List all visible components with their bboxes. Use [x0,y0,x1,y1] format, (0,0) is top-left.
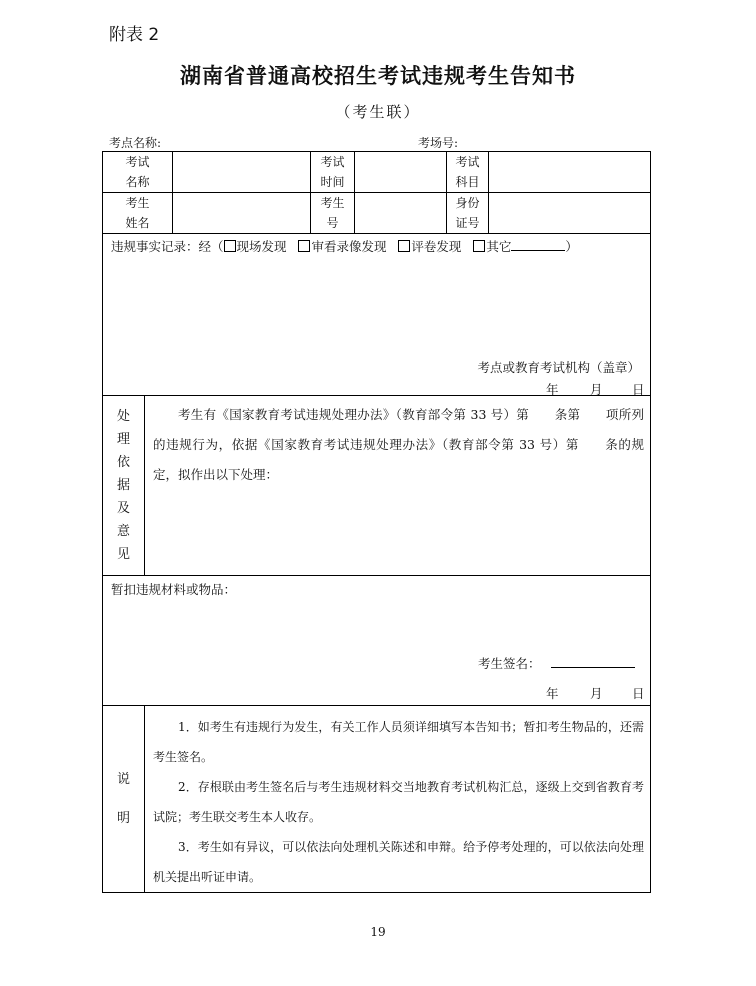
other-blank-line[interactable] [511,240,565,251]
page-subtitle: （考生联） [335,103,421,121]
student-number-field[interactable] [355,193,447,234]
seized-items-section [103,576,651,706]
appendix-label: 附表 2 [109,25,160,45]
option-onsite-label: 现场发现 [236,239,287,254]
id-number-label: 身份 证号 [447,193,489,234]
stamp-label: 考点或教育考试机构（盖章） [477,360,641,375]
id-number-field[interactable] [489,193,651,234]
page-title: 湖南省普通高校招生考试违规考生告知书 [180,63,576,88]
exam-subject-field[interactable] [489,152,651,193]
seized-day: 日 [632,686,645,701]
checkbox-video-review[interactable] [298,240,310,252]
page-number: 19 [370,925,386,939]
exam-name-label: 考试 名称 [103,152,173,193]
exam-time-label: 考试 时间 [311,152,355,193]
handling-basis-label: 处 理 依 据 及 意 见 [103,396,145,576]
checkbox-grading[interactable] [398,240,410,252]
exam-subject-label: 考试 科目 [447,152,489,193]
seized-year: 年 [546,686,559,701]
violation-record-line: 违规事实记录：经（ 现场发现 审看录像发现 评卷发现 其它 ） [111,239,578,254]
option-other-label: 其它 [486,239,512,254]
exam-name-field[interactable] [173,152,311,193]
notice-form-table [102,151,651,893]
notes-text [145,706,651,893]
student-signature-line[interactable] [547,654,635,668]
handling-basis-text: 考生有《国家教育考试违规处理办法》（教育部令第 33 号）第 条第 项所列的违规行为，依据《国家教育考试违规处理办法》（教育部令第 33 号）第 条的规定，拟作出以下处理： [145,396,651,576]
checkbox-onsite[interactable] [224,240,236,252]
seized-month: 月 [590,686,603,701]
violation-record-label: 违规事实记录：经（ [111,239,224,254]
record-month: 月 [590,382,603,397]
seized-items-label: 暂扣违规材料或物品： [111,582,237,597]
student-name-label: 考生 姓名 [103,193,173,234]
student-signature-label: 考生签名： [478,656,541,671]
notes-label: 说 明 [103,706,145,893]
note-item: 2．存根联由考生签名后与考生违规材料交当地教育考试机构汇总，逐级上交到省教育考试院；考生联交考生本人收存。 [153,780,645,824]
student-number-label: 考生 号 [311,193,355,234]
option-grading-label: 评卷发现 [411,239,462,254]
record-year: 年 [546,382,559,397]
student-name-field[interactable] [173,193,311,234]
note-item: 3．考生如有异议，可以依法向处理机关陈述和申辩。给予停考处理的，可以依法向处理机关提出听证申请。 [153,840,645,884]
exam-time-field[interactable] [355,152,447,193]
record-day: 日 [632,382,645,397]
option-video-review-label: 审看录像发现 [311,239,387,254]
exam-site-label: 考点名称: [109,136,162,150]
violation-record-section [103,234,651,396]
checkbox-other[interactable] [473,240,485,252]
exam-room-label: 考场号: [418,136,459,150]
note-item: 1．如考生有违规行为发生，有关工作人员须详细填写本告知书；暂扣考生物品的，还需考生签名。 [153,720,645,764]
